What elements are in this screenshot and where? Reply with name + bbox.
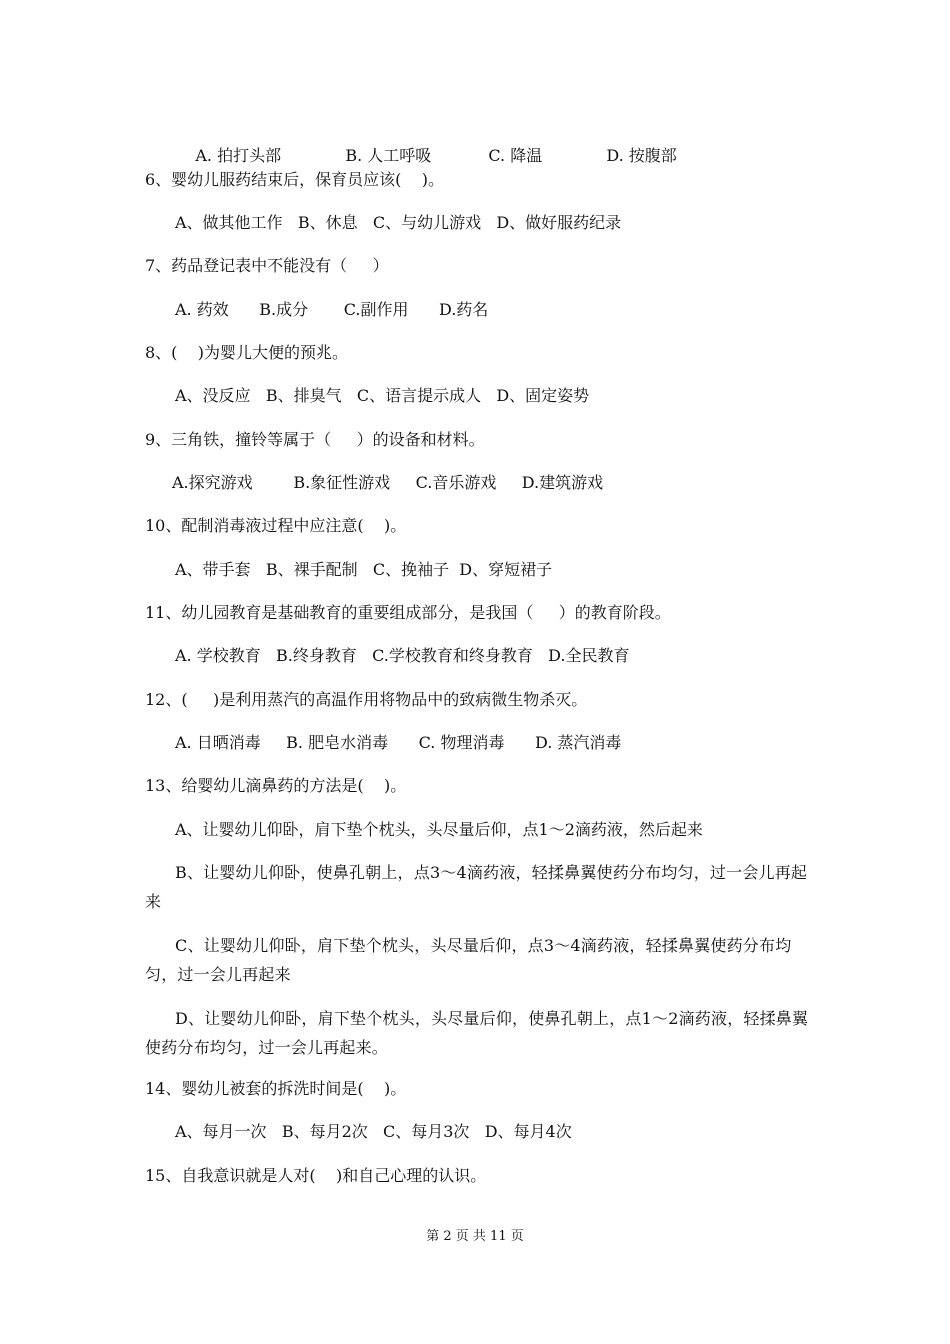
question-13-option-b: B、让婴幼儿仰卧，使鼻孔朝上，点3～4滴药液，轻揉鼻翼使药分布均匀，过一会儿再起来 xyxy=(145,863,808,911)
question-15: 15、自我意识就是人对( )和自己心理的认识。 xyxy=(145,1166,487,1185)
question-13-option-d-block xyxy=(0,1004,950,1062)
question-10-options: A、带手套 B、裸手配制 C、挽袖子 D、穿短裙子 xyxy=(175,560,553,579)
page-footer: 第 2 页 共 11 页 xyxy=(426,1229,524,1244)
question-13-option-c: C、让婴幼儿仰卧，肩下垫个枕头，头尽量后仰，点3～4滴药液，轻揉鼻翼使药分布均匀，过一会儿再起来 xyxy=(145,936,792,984)
question-13: 13、给婴幼儿滴鼻药的方法是( )。 xyxy=(145,776,407,795)
q5-option-b: B. 人工呼吸 xyxy=(345,146,432,165)
question-12-options: A. 日晒消毒 B. 肥皂水消毒 C. 物理消毒 D. 蒸汽消毒 xyxy=(175,733,622,752)
question-6: 6、婴幼儿服药结束后，保育员应该( )。 xyxy=(145,170,445,189)
question-13-option-c-block xyxy=(0,931,950,989)
question-7-options: A. 药效 B.成分 C.副作用 D.药名 xyxy=(175,300,489,319)
q5-option-c: C. 降温 xyxy=(488,146,543,165)
question-13-option-b-block xyxy=(0,858,950,916)
question-8-options: A、没反应 B、排臭气 C、语言提示成人 D、固定姿势 xyxy=(175,386,590,405)
question-11-options: A. 学校教育 B.终身教育 C.学校教育和终身教育 D.全民教育 xyxy=(175,646,630,665)
question-7: 7、药品登记表中不能没有（ ） xyxy=(145,256,389,275)
question-14: 14、婴幼儿被套的拆洗时间是( )。 xyxy=(145,1079,407,1098)
question-13-option-d: D、让婴幼儿仰卧，肩下垫个枕头，头尽量后仰，使鼻孔朝上，点1～2滴药液，轻揉鼻翼使药分布均匀，过一会儿再起来。 xyxy=(145,1009,809,1057)
question-6-options: A、做其他工作 B、休息 C、与幼儿游戏 D、做好服药纪录 xyxy=(175,213,622,232)
q5-option-a: A. 拍打头部 xyxy=(195,146,282,165)
question-12: 12、( )是利用蒸汽的高温作用将物品中的致病微生物杀灭。 xyxy=(145,690,588,709)
question-8: 8、( )为婴儿大便的预兆。 xyxy=(145,343,349,362)
q5-option-d: D. 按腹部 xyxy=(606,146,677,165)
question-9: 9、三角铁，撞铃等属于（ ）的设备和材料。 xyxy=(145,430,485,449)
question-11: 11、幼儿园教育是基础教育的重要组成部分，是我国（ ）的教育阶段。 xyxy=(145,603,671,622)
question-13-option-a: A、让婴幼儿仰卧，肩下垫个枕头，头尽量后仰，点1～2滴药液，然后起来 xyxy=(175,820,703,839)
question-9-options: A.探究游戏 B.象征性游戏 C.音乐游戏 D.建筑游戏 xyxy=(172,473,604,492)
question-14-options: A、每月一次 B、每月2次 C、每月3次 D、每月4次 xyxy=(175,1122,572,1141)
question-10: 10、配制消毒液过程中应注意( )。 xyxy=(145,516,407,535)
